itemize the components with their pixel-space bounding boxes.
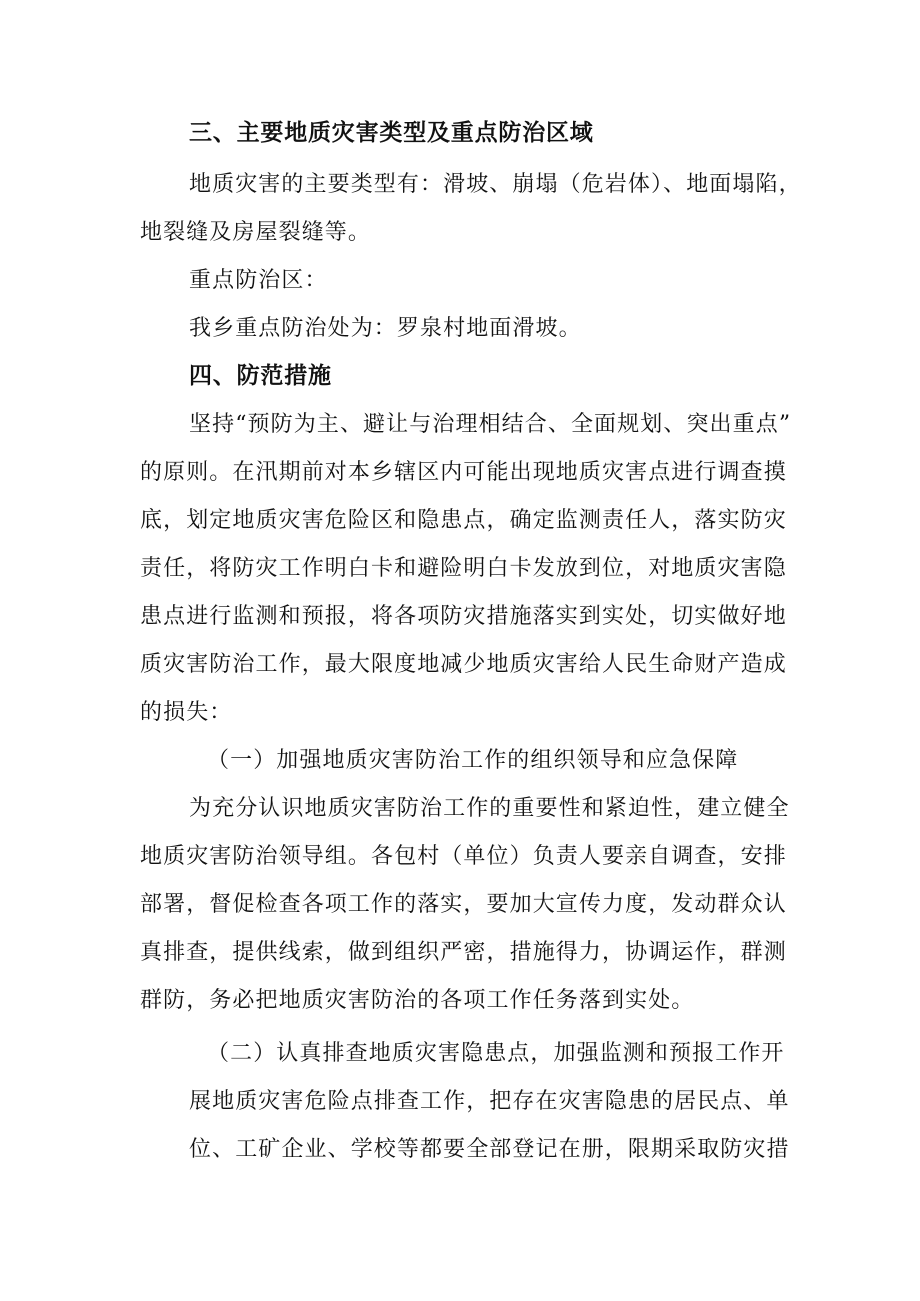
types-paragraph-line-2: 地裂缝及房屋裂缝等。 [140, 220, 372, 245]
types-paragraph-line-1: 地质灾害的主要类型有：滑坡、崩塌（危岩体）、地面塌陷， [189, 172, 802, 197]
intro-line-4: 责任，将防灾工作明白卡和避险明白卡发放到位，对地质灾害隐 [140, 556, 787, 581]
key-area-label: 重点防治区： [189, 268, 328, 293]
subsection-1-heading: （一）加强地质灾害防治工作的组织领导和应急保障 [207, 748, 739, 773]
intro-line-7: 的损失： [140, 700, 233, 725]
intro-line-3: 底，划定地质灾害危险区和隐患点，确定监测责任人，落实防灾 [140, 508, 787, 533]
intro-line-1: 坚持“预防为主、避让与治理相结合、全面规划、突出重点” [189, 412, 792, 437]
key-area-text: 我乡重点防治处为：罗泉村地面滑坡。 [189, 316, 582, 341]
sub1-line-5: 群防，务必把地质灾害防治的各项工作任务落到实处。 [140, 988, 695, 1013]
sub1-line-2: 地质灾害防治领导组。各包村（单位）负责人要亲自调查，安排 [140, 844, 787, 869]
sub1-line-1: 为充分认识地质灾害防治工作的重要性和紧迫性，建立健全 [189, 796, 790, 821]
subsection-2-heading: （二）认真排查地质灾害隐患点，加强监测和预报工作开 [207, 1041, 785, 1066]
sub2-line-2: 位、工矿企业、学校等都要全部登记在册，限期采取防灾措 [189, 1137, 790, 1162]
section-3-heading: 三、主要地质灾害类型及重点防治区域 [189, 120, 594, 146]
sub1-line-3: 部署，督促检查各项工作的落实，要加大宣传力度，发动群众认 [140, 892, 787, 917]
sub2-line-1: 展地质灾害危险点排查工作，把存在灾害隐患的居民点、单 [189, 1089, 790, 1114]
intro-line-6: 质灾害防治工作，最大限度地减少地质灾害给人民生命财产造成 [140, 652, 787, 677]
sub1-line-4: 真排查，提供线索，做到组织严密，措施得力，协调运作，群测 [140, 940, 787, 965]
intro-line-5: 患点进行监测和预报，将各项防灾措施落实到实处，切实做好地 [140, 604, 787, 629]
section-4-heading: 四、防范措施 [189, 363, 332, 389]
intro-line-2: 的原则。在汛期前对本乡辖区内可能出现地质灾害点进行调查摸 [140, 460, 787, 485]
